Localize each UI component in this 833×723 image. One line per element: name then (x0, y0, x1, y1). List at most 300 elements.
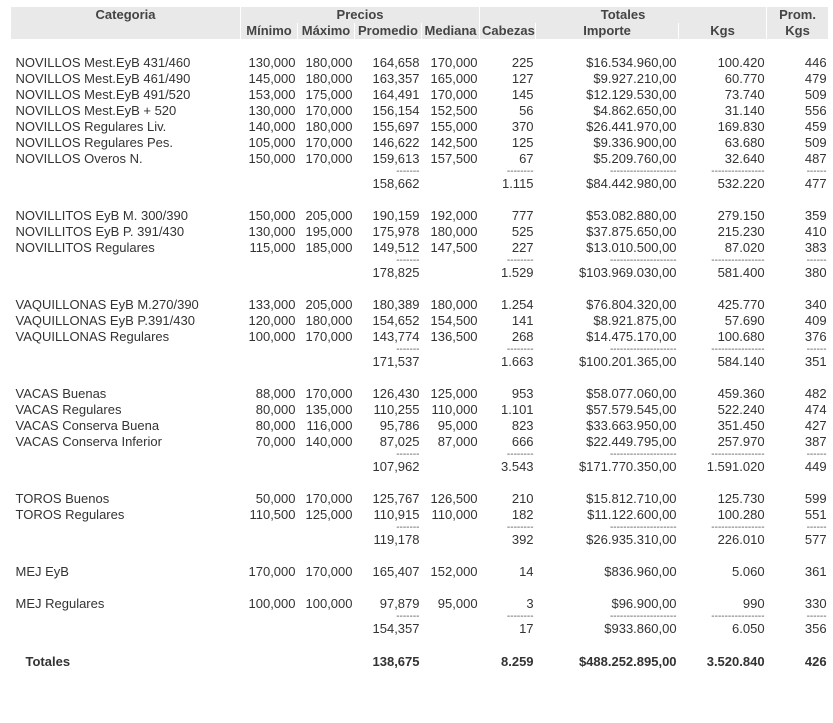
cell-prom: 149,512 (372, 240, 420, 255)
cell-max: 195,000 (305, 224, 353, 239)
subtotal-kgs: 532.220 (717, 176, 765, 191)
table-row (11, 119, 829, 135)
subtotal-pk: 380 (804, 265, 827, 280)
header-row-groups (11, 7, 829, 23)
cell-min: 145,000 (248, 71, 296, 86)
cell-max: 175,000 (305, 87, 353, 102)
cell-med: 142,500 (430, 135, 478, 150)
table-row (11, 224, 829, 240)
grand-total-row (11, 653, 829, 671)
cell-cab: 666 (511, 434, 534, 449)
cell-min: 100,000 (248, 596, 296, 611)
cell-imp: $76.804.320,00 (586, 297, 677, 312)
cell-kgs: 100.680 (717, 329, 765, 344)
cell-imp: $53.082.880,00 (586, 208, 677, 223)
cell-kgs: 87.020 (724, 240, 765, 255)
cell-med: 147,500 (430, 240, 478, 255)
cell-cat: VACAS Conserva Buena (15, 418, 160, 433)
cell-cat: VACAS Buenas (15, 386, 107, 401)
cell-min: 88,000 (255, 386, 296, 401)
subtotal-pk: 577 (804, 532, 827, 547)
cell-cab: 3 (526, 596, 534, 611)
cell-prom: 110,255 (373, 402, 420, 417)
subtotal-imp: $171.770.350,00 (578, 459, 677, 474)
separator-dashes: ------ (806, 612, 827, 621)
cell-cat: VACAS Conserva Inferior (15, 434, 162, 449)
cell-cat: NOVILLOS Mest.EyB 461/490 (15, 71, 191, 86)
separator-dashes: ------ (806, 167, 827, 176)
cell-imp: $33.663.950,00 (586, 418, 677, 433)
cell-prom: 180,389 (372, 297, 420, 312)
spacer-row (11, 281, 829, 297)
cell-max: 170,000 (305, 564, 353, 579)
separator-dashes: ---------------- (711, 523, 765, 532)
cell-prom: 126,430 (372, 386, 420, 401)
subtotal-imp: $100.201.365,00 (578, 354, 677, 369)
cell-imp: $4.862.650,00 (593, 103, 677, 118)
cell-imp: $57.579.545,00 (586, 402, 677, 417)
cell-min: 80,000 (255, 402, 296, 417)
cell-cat: TOROS Regulares (15, 507, 125, 522)
total-kgs: 3.520.840 (706, 654, 765, 669)
cell-prom: 97,879 (379, 596, 420, 611)
subtotal-cab: 1.115 (501, 176, 534, 191)
spacer-row (11, 370, 829, 386)
cell-pk: 556 (804, 103, 827, 118)
cell-kgs: 215.230 (717, 224, 765, 239)
total-prom: 138,675 (372, 654, 420, 669)
cell-kgs: 5.060 (732, 564, 765, 579)
separator-dashes: ---------------- (711, 450, 765, 459)
cell-kgs: 63.680 (724, 135, 765, 150)
subtotal-pk: 356 (804, 621, 827, 636)
separator-dashes: ------- (396, 450, 420, 459)
cell-med: 110,000 (431, 507, 478, 522)
cell-kgs: 351.450 (717, 418, 765, 433)
table-row (11, 208, 829, 224)
separator-row (11, 167, 829, 176)
spacer-row (11, 548, 829, 564)
cell-pk: 383 (804, 240, 827, 255)
cell-med: 154,500 (430, 313, 478, 328)
cell-pk: 459 (804, 119, 827, 134)
subtotal-pk: 477 (804, 176, 827, 191)
subtotal-cab: 1.529 (501, 265, 534, 280)
header-prom: Prom. (767, 7, 829, 23)
cell-pk: 446 (804, 55, 827, 70)
cell-kgs: 125.730 (717, 491, 765, 506)
cell-med: 126,500 (430, 491, 478, 506)
subtotal-kgs: 1.591.020 (706, 459, 765, 474)
cell-min: 130,000 (248, 103, 296, 118)
subtotal-row (11, 532, 829, 548)
cell-prom: 156,154 (372, 103, 420, 118)
subtotal-prom: 178,825 (372, 265, 420, 280)
separator-dashes: ------ (806, 345, 827, 354)
spacer-row (11, 637, 829, 653)
subtotal-kgs: 6.050 (732, 621, 765, 636)
cell-kgs: 100.420 (717, 55, 765, 70)
cell-med: 110,000 (431, 402, 478, 417)
cell-cat: NOVILLOS Overos N. (15, 151, 143, 166)
cell-max: 170,000 (305, 151, 353, 166)
subtotal-pk: 351 (804, 354, 827, 369)
cell-cab: 823 (511, 418, 534, 433)
subtotal-imp: $933.860,00 (604, 621, 677, 636)
cell-pk: 487 (804, 151, 827, 166)
header-categoria: Categoria (11, 7, 241, 23)
subtotal-prom: 119,178 (373, 532, 420, 547)
cell-min: 105,000 (248, 135, 296, 150)
cell-kgs: 169.830 (717, 119, 765, 134)
cell-cab: 67 (519, 151, 534, 166)
cell-max: 170,000 (305, 103, 353, 118)
cell-min: 80,000 (255, 418, 296, 433)
separator-dashes: -------- (506, 523, 534, 532)
cell-kgs: 459.360 (717, 386, 765, 401)
table-row (11, 240, 829, 256)
cell-pk: 474 (804, 402, 827, 417)
cell-cab: 953 (511, 386, 534, 401)
spacer-row (11, 192, 829, 208)
cell-imp: $15.812.710,00 (586, 491, 677, 506)
table-row (11, 596, 829, 612)
header-prom-kgs: Kgs (767, 23, 829, 39)
cell-prom: 163,357 (372, 71, 420, 86)
cell-cat: NOVILLITOS EyB M. 300/390 (15, 208, 188, 223)
separator-row (11, 612, 829, 621)
cell-kgs: 522.240 (717, 402, 765, 417)
total-imp: $488.252.895,00 (578, 654, 677, 669)
separator-row (11, 345, 829, 354)
separator-dashes: -------- (506, 345, 534, 354)
header-cabezas: Cabezas (480, 23, 536, 39)
cell-pk: 599 (804, 491, 827, 506)
cell-pk: 340 (804, 297, 827, 312)
cell-imp: $13.010.500,00 (586, 240, 677, 255)
cell-cab: 210 (511, 491, 534, 506)
cell-max: 185,000 (305, 240, 353, 255)
subtotal-prom: 171,537 (372, 354, 420, 369)
cell-cat: TOROS Buenos (15, 491, 110, 506)
separator-dashes: ------ (806, 523, 827, 532)
cell-kgs: 57.690 (724, 313, 765, 328)
cell-imp: $12.129.530,00 (586, 87, 677, 102)
cell-cat: NOVILLITOS EyB P. 391/430 (15, 224, 185, 239)
cell-max: 170,000 (305, 386, 353, 401)
cell-max: 205,000 (305, 297, 353, 312)
cell-prom: 164,491 (372, 87, 420, 102)
cell-cat: VACAS Regulares (15, 402, 122, 417)
cell-imp: $26.441.970,00 (586, 119, 677, 134)
header-importe: Importe (536, 23, 679, 39)
cell-cab: 225 (511, 55, 534, 70)
cell-cab: 1.254 (501, 297, 534, 312)
cell-pk: 359 (804, 208, 827, 223)
cell-kgs: 32.640 (724, 151, 765, 166)
cell-pk: 409 (804, 313, 827, 328)
cell-min: 140,000 (248, 119, 296, 134)
cell-prom: 190,159 (372, 208, 420, 223)
cell-imp: $11.122.600,00 (587, 507, 677, 522)
cell-cab: 14 (519, 564, 534, 579)
table-row (11, 151, 829, 167)
cell-kgs: 60.770 (724, 71, 765, 86)
cattle-market-table (10, 7, 829, 671)
cell-min: 153,000 (248, 87, 296, 102)
cell-pk: 479 (804, 71, 827, 86)
cell-pk: 509 (804, 135, 827, 150)
cell-min: 100,000 (248, 329, 296, 344)
header-promedio: Promedio (355, 23, 422, 39)
separator-dashes: -------- (506, 167, 534, 176)
cell-cab: 56 (519, 103, 534, 118)
cell-cab: 125 (511, 135, 534, 150)
subtotal-row (11, 459, 829, 475)
cell-max: 170,000 (305, 491, 353, 506)
table-row (11, 297, 829, 313)
subtotal-kgs: 226.010 (717, 532, 765, 547)
cell-pk: 361 (804, 564, 827, 579)
cell-prom: 155,697 (372, 119, 420, 134)
cell-min: 70,000 (255, 434, 296, 449)
cell-med: 152,500 (430, 103, 478, 118)
cell-prom: 146,622 (372, 135, 420, 150)
total-cab: 8.259 (501, 654, 534, 669)
separator-dashes: -------------------- (609, 612, 677, 621)
table-row (11, 564, 829, 580)
subtotal-kgs: 584.140 (717, 354, 765, 369)
table-row (11, 135, 829, 151)
cell-min: 170,000 (248, 564, 296, 579)
cell-med: 95,000 (437, 418, 478, 433)
cell-min: 130,000 (248, 55, 296, 70)
subtotal-cab: 1.663 (501, 354, 534, 369)
cell-pk: 551 (804, 507, 827, 522)
cell-max: 180,000 (305, 313, 353, 328)
cell-max: 205,000 (305, 208, 353, 223)
cell-prom: 125,767 (372, 491, 420, 506)
cell-min: 115,000 (249, 240, 296, 255)
cell-pk: 482 (804, 386, 827, 401)
separator-dashes: ---------------- (711, 345, 765, 354)
table-row (11, 103, 829, 119)
subtotal-prom: 154,357 (372, 621, 420, 636)
cell-pk: 410 (804, 224, 827, 239)
cell-imp: $9.336.900,00 (593, 135, 677, 150)
cell-cab: 127 (511, 71, 534, 86)
table-row (11, 507, 829, 523)
subtotal-row (11, 176, 829, 192)
cell-cat: VAQUILLONAS EyB P.391/430 (15, 313, 195, 328)
cell-kgs: 73.740 (724, 87, 765, 102)
subtotal-pk: 449 (804, 459, 827, 474)
cell-max: 180,000 (305, 119, 353, 134)
cell-min: 150,000 (248, 208, 296, 223)
cell-med: 170,000 (430, 87, 478, 102)
table-row (11, 491, 829, 507)
cell-cab: 1.101 (501, 402, 534, 417)
cell-med: 87,000 (437, 434, 478, 449)
table-row (11, 402, 829, 418)
cell-max: 140,000 (305, 434, 353, 449)
cell-imp: $22.449.795,00 (586, 434, 677, 449)
cell-imp: $96.900,00 (611, 596, 677, 611)
cell-pk: 387 (804, 434, 827, 449)
cell-max: 100,000 (305, 596, 353, 611)
separator-dashes: -------------------- (609, 450, 677, 459)
header-maximo: Máximo (298, 23, 355, 39)
separator-dashes: -------------------- (609, 345, 677, 354)
header-row-columns (11, 23, 829, 39)
subtotal-cab: 392 (511, 532, 534, 547)
separator-dashes: -------- (506, 256, 534, 265)
cell-prom: 87,025 (379, 434, 420, 449)
separator-dashes: -------------------- (609, 523, 677, 532)
cell-med: 136,500 (430, 329, 478, 344)
separator-dashes: ------- (396, 256, 420, 265)
cell-pk: 330 (804, 596, 827, 611)
cell-max: 135,000 (305, 402, 353, 417)
subtotal-row (11, 354, 829, 370)
cell-min: 110,500 (249, 507, 296, 522)
cell-imp: $37.875.650,00 (586, 224, 677, 239)
table-row (11, 313, 829, 329)
cell-max: 170,000 (305, 135, 353, 150)
table-row (11, 329, 829, 345)
table-row (11, 386, 829, 402)
totales-label: Totales (25, 654, 71, 669)
cell-min: 150,000 (248, 151, 296, 166)
cell-med: 152,000 (430, 564, 478, 579)
cell-max: 116,000 (306, 418, 353, 433)
cell-med: 95,000 (437, 596, 478, 611)
table-row (11, 87, 829, 103)
cell-imp: $8.921.875,00 (593, 313, 677, 328)
cell-min: 120,000 (248, 313, 296, 328)
separator-dashes: -------------------- (609, 256, 677, 265)
separator-dashes: ---------------- (711, 167, 765, 176)
cell-kgs: 425.770 (717, 297, 765, 312)
cell-cab: 268 (511, 329, 534, 344)
cell-min: 130,000 (248, 224, 296, 239)
cell-imp: $16.534.960,00 (586, 55, 677, 70)
cell-imp: $58.077.060,00 (586, 386, 677, 401)
cell-prom: 165,407 (372, 564, 420, 579)
subtotal-imp: $103.969.030,00 (578, 265, 677, 280)
cell-kgs: 31.140 (724, 103, 765, 118)
cell-kgs: 279.150 (717, 208, 765, 223)
subtotal-cab: 17 (519, 621, 534, 636)
cell-med: 155,000 (430, 119, 478, 134)
cell-cat: NOVILLOS Mest.EyB + 520 (15, 103, 177, 118)
cell-prom: 143,774 (372, 329, 420, 344)
cell-med: 165,000 (430, 71, 478, 86)
cell-med: 125,000 (430, 386, 478, 401)
separator-dashes: -------- (506, 612, 534, 621)
cell-kgs: 990 (742, 596, 765, 611)
cell-prom: 154,652 (372, 313, 420, 328)
header-totales: Totales (480, 7, 767, 23)
separator-dashes: ---------------- (711, 612, 765, 621)
subtotal-prom: 158,662 (372, 176, 420, 191)
subtotal-imp: $84.442.980,00 (586, 176, 677, 191)
cell-cat: MEJ EyB (15, 564, 69, 579)
cell-pk: 376 (804, 329, 827, 344)
cell-imp: $5.209.760,00 (593, 151, 677, 166)
cell-prom: 175,978 (372, 224, 420, 239)
header-kgs: Kgs (679, 23, 767, 39)
cell-prom: 110,915 (373, 507, 420, 522)
header-precios: Precios (241, 7, 480, 23)
table-row (11, 71, 829, 87)
separator-dashes: ------- (396, 345, 420, 354)
cell-cat: VAQUILLONAS EyB M.270/390 (15, 297, 199, 312)
spacer-row (11, 475, 829, 491)
separator-dashes: ------ (806, 450, 827, 459)
table-row (11, 418, 829, 434)
cell-min: 50,000 (255, 491, 296, 506)
cell-pk: 509 (804, 87, 827, 102)
cell-cat: NOVILLITOS Regulares (15, 240, 155, 255)
separator-dashes: -------- (506, 450, 534, 459)
cell-cab: 777 (511, 208, 534, 223)
cell-min: 133,000 (248, 297, 296, 312)
cell-cat: NOVILLOS Regulares Pes. (15, 135, 174, 150)
separator-row (11, 523, 829, 532)
cell-kgs: 257.970 (717, 434, 765, 449)
total-pk: 426 (804, 654, 827, 669)
cell-med: 170,000 (430, 55, 478, 70)
subtotal-kgs: 581.400 (717, 265, 765, 280)
cell-cab: 370 (511, 119, 534, 134)
subtotal-imp: $26.935.310,00 (586, 532, 677, 547)
table-row (11, 55, 829, 71)
table-row (11, 434, 829, 450)
cell-max: 125,000 (305, 507, 353, 522)
cell-cat: NOVILLOS Mest.EyB 431/460 (15, 55, 191, 70)
separator-dashes: ------- (396, 167, 420, 176)
subtotal-row (11, 621, 829, 637)
subtotal-prom: 107,962 (372, 459, 420, 474)
header-blank (11, 23, 241, 39)
separator-row (11, 256, 829, 265)
cell-med: 192,000 (430, 208, 478, 223)
cell-cab: 525 (511, 224, 534, 239)
spacer-row (11, 39, 829, 55)
separator-dashes: ---------------- (711, 256, 765, 265)
separator-dashes: -------------------- (609, 167, 677, 176)
cell-imp: $14.475.170,00 (586, 329, 677, 344)
cell-imp: $9.927.210,00 (593, 71, 677, 86)
cell-cat: NOVILLOS Mest.EyB 491/520 (15, 87, 191, 102)
cell-max: 180,000 (305, 71, 353, 86)
cell-imp: $836.960,00 (604, 564, 677, 579)
cell-max: 180,000 (305, 55, 353, 70)
cell-cab: 145 (511, 87, 534, 102)
spacer-row (11, 580, 829, 596)
cell-cat: VAQUILLONAS Regulares (15, 329, 170, 344)
cell-cat: MEJ Regulares (15, 596, 105, 611)
cell-prom: 95,786 (379, 418, 420, 433)
cell-pk: 427 (804, 418, 827, 433)
separator-row (11, 450, 829, 459)
subtotal-row (11, 265, 829, 281)
cell-cab: 182 (511, 507, 534, 522)
cell-prom: 159,613 (372, 151, 420, 166)
separator-dashes: ------- (396, 612, 420, 621)
cell-cab: 141 (511, 313, 534, 328)
